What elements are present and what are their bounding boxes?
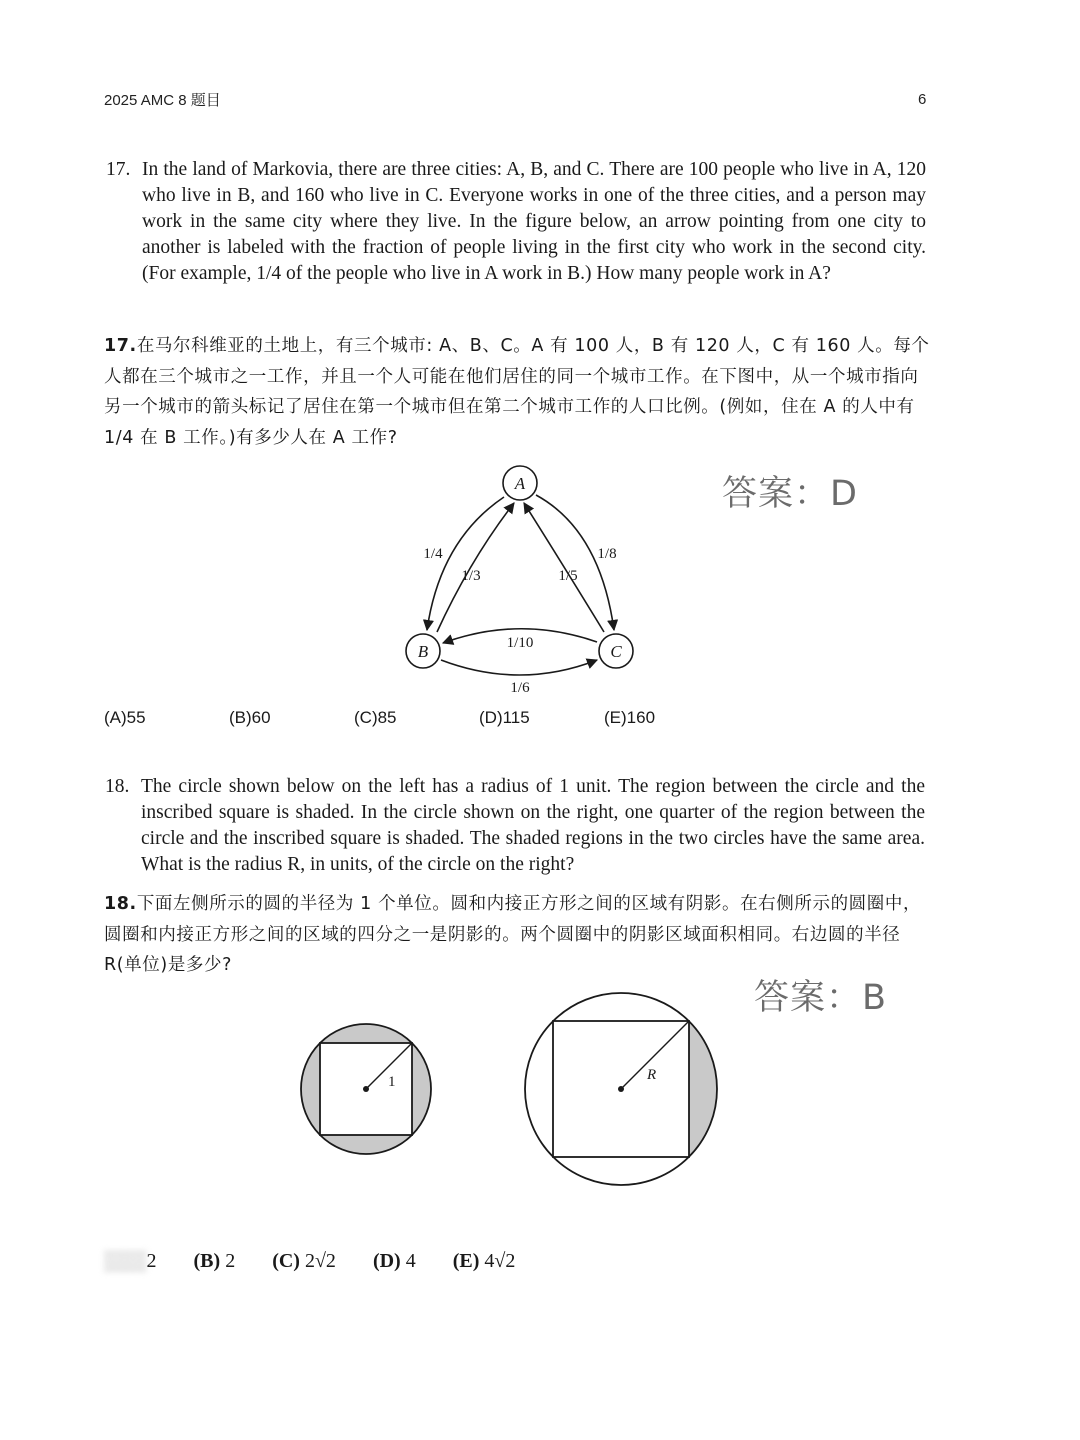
edge-b-to-c [441,660,597,675]
q17-number: 17. [106,159,131,180]
q17-chinese-number: 17. [104,336,137,356]
q18-english [105,774,925,878]
q18-choices [104,1250,515,1273]
left-radius-label: 1 [388,1074,396,1090]
q18-chinese-text: 下面左侧所示的圆的半径为 1 个单位。圆和内接正方形之间的区域有阴影。在右侧所示的圆圈中，圆圈和内接正方形之间的区域的四分之一是阴影的。两个圆圈中的阴影区域面积相同。右边圆的半径 R(单位)是多少? [104,894,922,975]
q17-chinese [104,331,930,453]
q18-circles-figure [295,990,725,1190]
q18-choice-b-value: 2 [225,1250,236,1272]
label-b-to-c: 1/6 [510,680,530,696]
q18-choice-e-value: 4√2 [484,1250,516,1272]
left-center-dot [363,1086,369,1092]
right-center-dot [618,1086,624,1092]
q18-choice-c-label: (C) [272,1250,300,1272]
q17-english [106,157,926,287]
node-b-label: B [417,642,429,661]
q18-choice-d-value: 4 [405,1250,416,1272]
page-number: 6 [918,91,927,108]
q17-answer: 答案：D [722,474,858,514]
q18-choice-a-obscured: ▒▒▒ [104,1250,147,1272]
q18-choice-c-value: 2√2 [304,1250,336,1272]
q18-number: 18. [105,776,130,797]
q17-choice-a: (A)55 [104,708,146,727]
q17-choice-e: (E)160 [604,708,656,727]
q18-answer: 答案：B [754,978,888,1018]
q18-chinese-number: 18. [104,894,137,914]
right-radius-label: R [647,1067,657,1083]
label-c-to-b: 1/10 [506,635,534,651]
edge-a-to-b [427,497,504,630]
edge-a-to-c [536,495,617,630]
q18-choice-d-label: (D) [372,1250,401,1272]
q18-chinese [104,889,930,981]
node-c-label: C [610,642,622,661]
q17-choice-b: (B)60 [229,708,271,727]
node-a-label: A [514,474,526,493]
q18-english-text: The circle shown below on the left has a radius of 1 unit. The region between the circle and the inscribed square is shaded. In the circle shown on the right, one quarter of the region between the circle and the inscribed square is shaded. The shaded regions in the two circles have the same area. What is the radius R, in units, of the circle on the right? [141,776,925,875]
label-a-to-c: 1/8 [597,546,617,562]
label-a-to-b: 1/4 [423,546,443,562]
q17-choice-d: (D)115 [479,708,530,727]
q18-choice-e-label: (E) [452,1250,480,1272]
q18-choice-a-tail: 2 [146,1250,157,1272]
label-b-to-a: 1/3 [461,568,481,584]
right-shaded-segment [689,993,725,1185]
q17-choice-c: (C)85 [354,708,397,727]
label-c-to-a: 1/5 [558,568,578,584]
q17-city-graph [380,455,670,705]
q18-choice-b-label: (B) [193,1250,221,1272]
q17-chinese-text: 在马尔科维亚的土地上，有三个城市: A、B、C。A 有 100 人，B 有 120 人，C 有 160 人。每个人都在三个城市之一工作，并且一个人可能在他们居住的同一个城市工作。在下图中，从一个城市指向另一个城市的箭头标记了居住在第一个城市但在第二个城市工作的人口比例。(例如，住在 A 的人中有 1/4 在 B 工作。)有多少人在 A 工作? [104,336,930,448]
q17-english-text: In the land of Markovia, there are three cities: A, B, and C. There are 100 people who live in A, 120 who live in B, and 160 who live in C. Everyone works in one of the three cities, and a person may work in the same city where they live. In the figure below, an arrow pointing from one city to another is labeled with the fraction of people living in the first city who work in the second city. (For example, 1/4 of the people who live in A work in B.) How many people work in A? [142,159,926,284]
document-header: 2025 AMC 8 题目 [104,92,221,109]
